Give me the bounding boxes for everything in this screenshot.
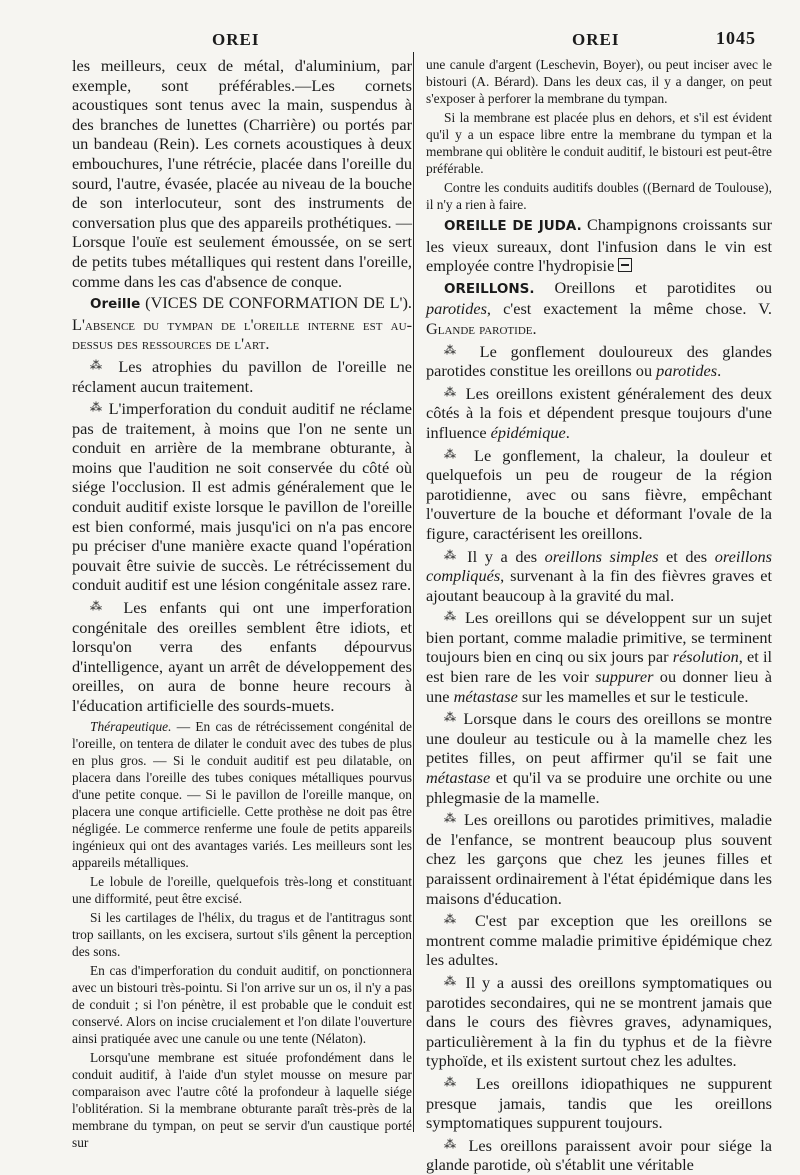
asterism-icon: ⁂ — [444, 1074, 464, 1089]
paragraph-text: Les oreillons paraissent avoir pour siége la glande parotide, où s'établit une véritable — [426, 1135, 772, 1175]
paragraph-text: et des — [666, 546, 708, 566]
paragraph-text: Les enfants qui ont une imperforation congénitale des oreilles semblent être idiots, et lorsqu'on verra des enfants dépourvus d'intelligence, ayant un arrêt de développement des oreilles, on aura de bonne heure recours à l'éducation artificielle des sourds-muets. — [72, 598, 412, 715]
italic-term: oreillons simples — [544, 546, 659, 566]
entry-term: OREILLONS. — [444, 280, 535, 297]
italic-term: parotides — [426, 299, 487, 319]
entry-text: , c'est exactement la même chose. V. — [486, 299, 772, 319]
italic-term: oreillons compliqués — [426, 546, 773, 586]
paragraph: Le lobule de l'oreille, quelquefois très-long et constituant une difformité, peut être excisé. — [72, 873, 412, 906]
italic-term: parotides — [656, 361, 718, 381]
running-head-left: OREI — [212, 30, 260, 49]
paragraph-text: ou donner lieu à une — [426, 667, 772, 706]
therapeutics-paragraph — [72, 718, 412, 871]
paragraph-text: Les oreillons existent généralement des deux côtés à la fois et dépendent presque toujours d'une influence — [426, 383, 773, 442]
paragraph — [426, 546, 772, 606]
paragraph — [426, 972, 772, 1071]
section-label: Thérapeutique. — [90, 718, 172, 734]
paragraph-text: Les atrophies du pavillon de l'oreille ne réclament aucun traitement. — [72, 356, 413, 396]
entry-oreille-vices — [72, 293, 412, 354]
entry-text: (VICES DE CONFORMATION DE L'). L'absence du tympan de l'oreille interne est au-dessus des ressources de l'art. — [72, 293, 412, 354]
asterism-icon: ⁂ — [90, 357, 109, 372]
asterism-icon: ⁂ — [444, 547, 460, 562]
paragraph — [426, 607, 772, 706]
asterism-icon: ⁂ — [444, 609, 459, 624]
italic-term: métastase — [426, 768, 491, 788]
asterism-icon: ⁂ — [444, 710, 458, 725]
paragraph-text: Les oreillons idiopathiques ne suppurent presque jamais, tandis que les oreillons symptomatiques suppurent toujours. — [426, 1073, 772, 1133]
paragraph-text: Les oreillons qui se développent sur un sujet bien portant, comme maladie primitive, se terminent toujours bien en cinq ou six jours par — [426, 608, 772, 667]
paragraph — [72, 356, 412, 396]
paragraph-text: Lorsque dans le cours des oreillons se montre une douleur au testicule ou à la mamelle chez les petites filles, on peut affirmer qu'il se fait une — [426, 709, 773, 768]
paragraph-text: Le gonflement, la chaleur, la douleur et quelquefois un peu de rougeur de la région parotidienne, avec ou sans fièvre, empêchant l'ouverture de la bouche et déformant l'ovale de la figure, caractérisent les oreillons. — [426, 445, 772, 543]
asterism-icon: ⁂ — [444, 342, 466, 357]
asterism-icon: ⁂ — [444, 384, 459, 399]
asterism-icon: ⁂ — [444, 811, 458, 826]
asterism-icon: ⁂ — [444, 973, 459, 988]
paragraph — [426, 708, 772, 807]
paragraph — [426, 910, 772, 970]
right-column — [426, 56, 773, 1175]
asterism-icon: ⁂ — [90, 400, 104, 415]
italic-term: résolution — [672, 647, 739, 667]
paragraph — [72, 398, 412, 595]
asterism-icon: ⁂ — [444, 446, 463, 461]
entry-text: Champignons croissants sur les vieux sureaux, dont l'infusion dans le vin est employée contre l'hydropisie — [426, 215, 773, 276]
paragraph-text: , et il est bien rare de les voir — [426, 647, 772, 687]
paragraph-text: L'imperforation du conduit auditif ne réclame pas de traitement, à moins que l'on ne sente un conduit en arrière de la membrane obturante, à moins que l'audition ne soit conservée du côté où siége l'occlusion. Il est admis généralement que le conduit auditif existe lorsque le pavillon de l'oreille est bien conformé, mais jusqu'ici on n'a pas encore pu préciser d'une manière exacte quand l'opération pouvait être suivie de succès. Le rétrécissement du conduit auditif est une lésion congénitale assez rare. — [72, 399, 413, 595]
paragraph: les meilleurs, ceux de métal, d'aluminium, par exemple, sont préférables.—Les cornets acoustiques sont tenus avec la main, suspendus à des branches de lunettes (Charrière) ou portés par un bandeau (Rein). Les cornets acoustiques à deux embouchures, l'une rétrécie, placée dans l'oreille du sourd, l'autre, évasée, placée au niveau de la bouche de son interlocuteur, sont des instruments de conversation plus que des appareils prothétiques. — Lorsque l'ouïe est seulement émoussée, on se sert de petits tubes métalliques qui restent dans l'oreille, comme dans les cas d'absence de conque. — [72, 56, 412, 291]
running-head-right: OREI — [572, 30, 620, 49]
asterism-icon: ⁂ — [444, 912, 464, 927]
italic-term: suppurer — [595, 667, 654, 687]
paragraph: ⁂ Les oreillons existent généralement des deux côtés à la fois et dépendent presque toujours d'une influence épidémique. — [426, 383, 773, 442]
italic-term: épidémique — [490, 422, 566, 442]
paragraph-text: et qu'il va se produire une orchite ou une phlegmasie de la mamelle. — [426, 768, 772, 807]
entry-text: Oreillons et parotidites ou — [554, 277, 772, 297]
paragraph-text: — En cas de rétrécissement congénital de l'oreille, on tentera de dilater le conduit avec des tubes de plus en plus gros. — Si le conduit auditif est peu dilatable, on placera dans l'oreille des tubes coniques métalliques pourvus d'une petite conque. — Si le pavillon de l'oreille manque, on placera une conque artificielle. Cette prothèse ne doit pas être négligée. Le commerce renferme une foule de petits appareils ingénieux qui ont des avantages variés. Les meilleurs sont les appareils métalliques. — [72, 718, 412, 870]
asterism-icon: ⁂ — [444, 1136, 461, 1151]
asterism-icon: ⁂ — [90, 599, 111, 614]
paragraph: une canule d'argent (Leschevin, Boyer), ou peut inciser avec le bistouri (A. Bérard). Dans les deux cas, il y a danger, on peut s'exposer à perforer la membrane du tympan. — [426, 57, 772, 106]
paragraph — [72, 597, 412, 716]
italic-term: métastase — [453, 686, 518, 706]
paragraph: Lorsqu'une membrane est située profondément dans le conduit auditif, à l'aide d'un stylet mousse on mesure par comparaison avec l'autre côté la profondeur à laquelle siége l'oblitération. Si la membrane obturante paraît très-près de la membrane du tympan, on peut se servir d'un caustique porté sur — [72, 1049, 412, 1150]
paragraph: Si la membrane est placée plus en dehors, et s'il est évident qu'il y a un espace libre entre la membrane du tympan et la membrane qui oblitère le conduit auditif, le bistouri est peut-être préférable. — [426, 110, 772, 176]
paragraph-text: Le gonflement douloureux des glandes parotides constitue les oreillons ou — [426, 341, 772, 381]
entry-oreille-de-juda — [426, 215, 772, 276]
entry-oreillons — [426, 278, 772, 339]
boxed-minus-icon — [618, 258, 632, 272]
paragraph-text: Il y a des — [467, 546, 538, 566]
page-number: 1045 — [716, 28, 756, 48]
paragraph: En cas d'imperforation du conduit auditif, on ponctionnera avec un bistouri très-pointu. Si l'on arrive sur un os, il n'y a pas de conduit ; si l'on pénètre, il est probable que le conduit est conservé. Alors on incise crucialement et l'on dilate l'ouverture ainsi pratiquée avec une canule ou une tente (Nélaton). — [72, 962, 412, 1046]
paragraph: Contre les conduits auditifs doubles ((Bernard de Toulouse), il n'y a rien à faire. — [426, 180, 772, 212]
left-column — [72, 56, 413, 1150]
paragraph-text: Les oreillons ou parotides primitives, maladie de l'enfance, se montrent beaucoup plus souvent chez les garçons que chez les jeunes filles et paraissent ordinairement à l'état épidémique dans les maisons d'éducation. — [426, 810, 773, 908]
entry-term: Oreille — [90, 296, 141, 313]
paragraph-text: sur les mamelles et sur le testicule. — [521, 686, 749, 706]
cross-reference: Glande parotide. — [426, 318, 537, 338]
paragraph — [426, 445, 772, 544]
entry-term: OREILLE DE JUDA. — [444, 218, 582, 234]
paragraph-text: C'est par exception que les oreillons se montrent comme maladie primitive épidémique chez les adultes. — [426, 911, 773, 970]
paragraph-text: , survenant à la fin des fièvres graves et ajoutant beaucoup à la gravité du mal. — [426, 566, 772, 605]
paragraph-text: Il y a aussi des oreillons symptomatiques ou parotides secondaires, qui ne se montrent jamais que dans le cours des fièvres graves, adynamiques, particulièrement à la fin du typhus et de la fièvre typhoïde, et ils existent surtout chez les adultes. — [426, 972, 773, 1071]
column-divider — [413, 52, 414, 1132]
paragraph — [426, 1073, 772, 1133]
paragraph — [426, 1135, 772, 1175]
paragraph: ⁂ Le gonflement douloureux des glandes parotides constitue les oreillons ou parotides. — [426, 341, 772, 381]
paragraph: Si les cartilages de l'hélix, du tragus et de l'antitragus sont trop saillants, on les excisera, surtout s'ils gênent la perception des sons. — [72, 909, 412, 959]
paragraph — [426, 809, 772, 908]
